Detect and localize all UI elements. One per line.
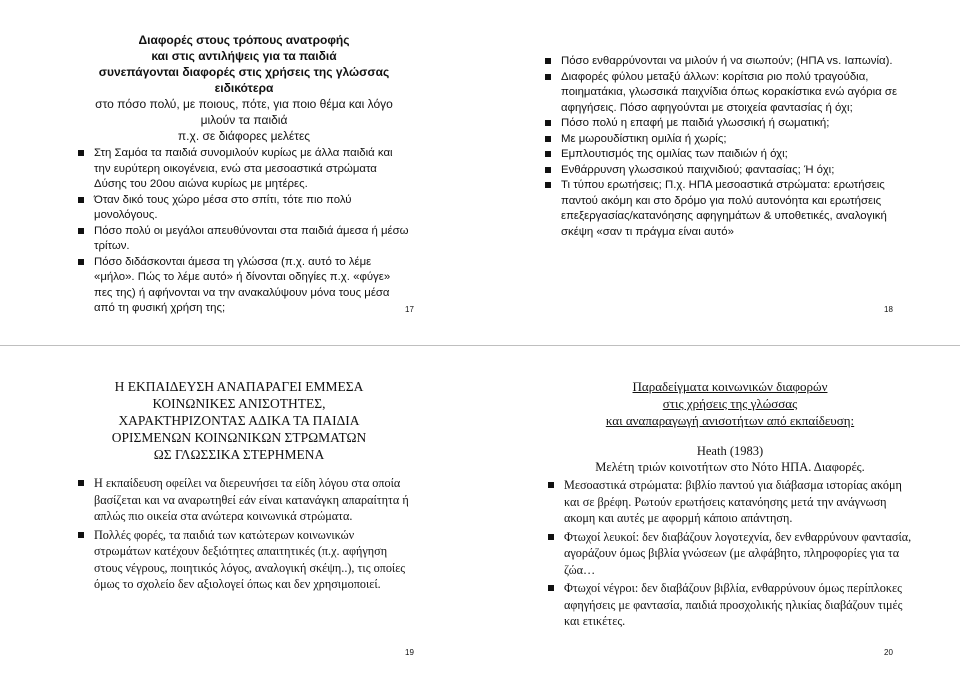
title-line: στις χρήσεις της γλώσσας [662, 396, 798, 411]
bullet-icon [78, 532, 84, 538]
title-line: Παραδείγματα κοινωνικών διαφορών [632, 379, 828, 394]
page-number: 18 [884, 305, 893, 314]
list-item: Εμπλουτισμός της ομιλίας των παιδιών ή όχι; [545, 147, 915, 163]
title-line: π.χ. σε διάφορες μελέτες [177, 129, 311, 143]
bullet-icon [78, 150, 84, 156]
title-line: ΚΟΙΝΩΝΙΚΕΣ ΑΝΙΣΟΤΗΤΕΣ, [152, 396, 326, 411]
title-line: στο πόσο πολύ, με ποιους, πότε, για ποιο θέμα και λόγο [95, 97, 393, 111]
bullet-icon [545, 167, 551, 173]
slide-19-title [64, 378, 414, 463]
list-item: Πόσο πολύ η επαφή με παιδιά γλωσσική ή σωματική; [545, 116, 915, 132]
list-item: Πόσο πολύ οι μεγάλοι απευθύνονται στα παιδιά άμεσα ή μέσω τρίτων. [78, 224, 410, 255]
slide-17 [78, 32, 410, 317]
bullet-icon [545, 151, 551, 157]
slide-17-bullets [78, 146, 410, 317]
bullet-icon [78, 228, 84, 234]
slide-20-bullets [548, 477, 912, 630]
title-line: ΧΑΡΑΚΤΗΡΙΖΟΝΤΑΣ ΑΔΙΚΑ ΤΑ ΠΑΙΔΙΑ [118, 413, 360, 428]
page-divider [0, 345, 960, 346]
slide-19-bullets [64, 475, 414, 593]
slide-17-title [78, 32, 410, 144]
slide-20-title [548, 378, 912, 429]
list-item: Διαφορές φύλου μεταξύ άλλων: κορίτσια ριο πολύ τραγούδια, ποιηματάκια, γλωσσικά παιχνίδια όπως κορακίστικα ενώ αγόρια σε αφηγήσεις. Πόσο αφηγούνται με στοιχεία φαντασίας ή όχι; [545, 70, 915, 117]
title-line: ειδικότερα [214, 81, 274, 95]
list-item: Ενθάρρυνση γλωσσικού παιχνιδιού; φαντασίας; Ή όχι; [545, 163, 915, 179]
bullet-icon [548, 534, 554, 540]
bullet-icon [78, 259, 84, 265]
slide-18 [545, 54, 915, 240]
slide-19 [64, 378, 414, 593]
page-number: 17 [405, 305, 414, 314]
list-item: Πολλές φορές, τα παιδιά των κατώτερων κοινωνικών στρωμάτων κατέχουν δεξιότητες απαιτητικές (π.χ. αφήγηση στους νέγρους, ποιητικός λόγος, αναλογική σκέψη..), τις οποίες όμως το σχολείο δεν αξιολογεί όπως και δεν χρησιμοποιεί. [78, 527, 414, 593]
list-item: Τι τύπου ερωτήσεις; Π.χ. ΗΠΑ μεσοαστικά στρώματα: ερωτήσεις παντού ακόμη και στο δρόμο για πολύ αυτονόητα και ερωτήσεις επεξεργασίας/κατανόησης αφηγημάτων & υποθετικές, αναλογική σκέψη «σαν τι πράγμα είναι αυτό» [545, 178, 915, 240]
page-number: 19 [405, 648, 414, 657]
title-line: ΟΡΙΣΜΕΝΩΝ ΚΟΙΝΩΝΙΚΩΝ ΣΤΡΩΜΑΤΩΝ [111, 430, 367, 445]
list-item: Με μωρουδίστικη ομιλία ή χωρίς; [545, 132, 915, 148]
title-line: Η ΕΚΠΑΙΔΕΥΣΗ ΑΝΑΠΑΡΑΓΕΙ ΕΜΜΕΣΑ [114, 379, 364, 394]
page-number: 20 [884, 648, 893, 657]
reference-description: Μελέτη τριών κοινοτήτων στο Νότο ΗΠΑ. Διαφορές. [595, 460, 865, 474]
title-line: και στις αντιλήψεις για τα παιδιά [151, 49, 337, 63]
bullet-icon [545, 136, 551, 142]
slide-20 [548, 378, 912, 630]
list-item: Η εκπαίδευση οφείλει να διερευνήσει τα είδη λόγου στα οποία βασίζεται και να αναρωτηθεί εάν είναι κατανάγκη απαραίτητα ή απλώς πιο οικεία στα ανώτερα κοινωνικά στρώματα. [78, 475, 414, 525]
bullet-icon [545, 74, 551, 80]
title-line: ΩΣ ΓΛΩΣΣΙΚΑ ΣΤΕΡΗΜΕΝΑ [153, 447, 325, 462]
list-item: Φτωχοί νέγροι: δεν διαβάζουν βιβλία, ενθαρρύνουν όμως περίπλοκες αφηγήσεις με φαντασία, παιδιά προσχολικής ηλικίας διαβάζουν τιμές και ετικέτες. [548, 580, 912, 630]
slide-18-bullets [545, 54, 915, 240]
list-item: Όταν δικό τους χώρο μέσα στο σπίτι, τότε πιο πολύ μονολόγους. [78, 193, 410, 224]
bullet-icon [545, 182, 551, 188]
reference-author: Heath (1983) [696, 444, 764, 458]
list-item: Πόσο ενθαρρύνονται να μιλούν ή να σιωπούν; (ΗΠΑ vs. Ιαπωνία). [545, 54, 915, 70]
bullet-icon [545, 58, 551, 64]
bullet-icon [545, 120, 551, 126]
title-line: μιλούν τα παιδιά [200, 113, 288, 127]
list-item: Φτωχοί λευκοί: δεν διαβάζουν λογοτεχνία, δεν ενθαρρύνουν φαντασία, αγοράζουν όμως βιβλία γνώσεων (με αλφάβητο, πληροφορίες για τα ζώα… [548, 529, 912, 579]
bullet-icon [78, 197, 84, 203]
bullet-icon [548, 482, 554, 488]
title-line: Διαφορές στους τρόπους ανατροφής [138, 33, 350, 47]
list-item: Μεσοαστικά στρώματα: βιβλίο παντού για διάβασμα ιστορίας ακόμη και σε βρέφη. Ρωτούν ερωτήσεις κατανόησης μετά την ανάγνωση ακομη και αυτές με αφορμή κάποιο απάντηση. [548, 477, 912, 527]
bullet-icon [548, 585, 554, 591]
title-line: συνεπάγονται διαφορές στις χρήσεις της γλώσσας [98, 65, 390, 79]
list-item: Στη Σαμόα τα παιδιά συνομιλούν κυρίως με άλλα παιδιά και την ευρύτερη οικογένεια, ενώ στα μεσοαστικά στρώματα Δύσης του 20ου αιώνα κυρίως με μητέρες. [78, 146, 410, 193]
bullet-icon [78, 480, 84, 486]
title-line: και αναπαραγωγή ανισοτήτων από εκπαίδευση: [605, 413, 855, 428]
list-item: Πόσο διδάσκονται άμεσα τη γλώσσα (π.χ. αυτό το λέμε «μήλο». Πώς το λέμε αυτό» ή δίνονται οδηγίες π.χ. «φύγε» πες της) ή αφήνονται να την ανακαλύψουν μόνα τους μέσα από τη φυσική χρήση της; [78, 255, 410, 317]
